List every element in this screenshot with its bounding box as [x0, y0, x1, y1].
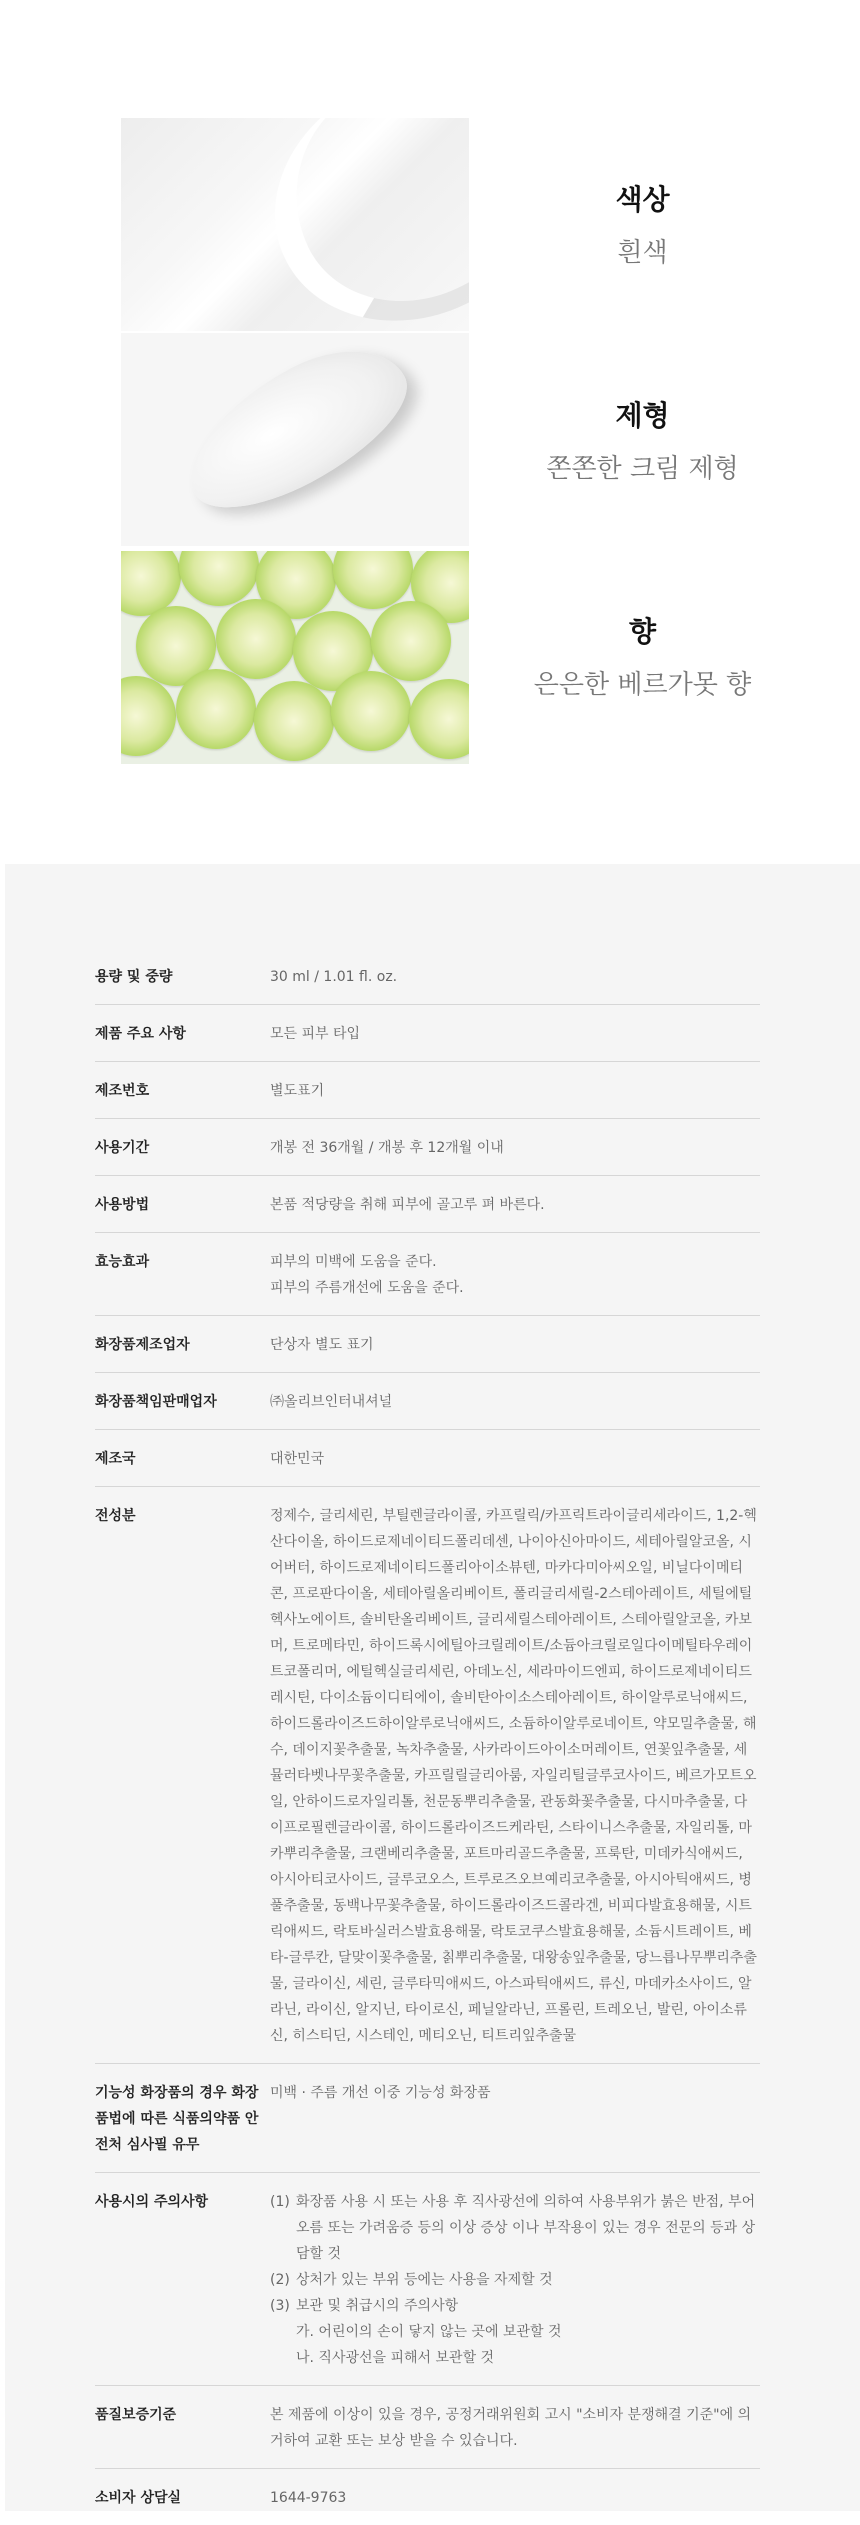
info-label: 제조국: [95, 1451, 136, 1467]
caution-item-number: (2): [270, 2272, 290, 2288]
contact-phone: 1644-9763: [270, 2490, 347, 2506]
info-value: ㈜올리브인터내셔널: [270, 1394, 393, 1410]
info-row-period: [95, 1119, 760, 1176]
info-label: 품질보증기준: [95, 2407, 177, 2423]
color-value: 흰색: [617, 238, 668, 268]
texture-value: 쫀쫀한 크림 제형: [546, 454, 739, 484]
features-section: [0, 0, 860, 864]
info-label: 사용기간: [95, 1140, 150, 1156]
scent-value: 은은한 베르가못 향: [533, 670, 752, 700]
bergamot-slices-image: [121, 551, 469, 764]
caution-item-number: (3): [270, 2298, 290, 2314]
product-info-table: [95, 964, 760, 2525]
info-row-ingredients: [95, 1487, 760, 2064]
info-row-seller: [95, 1373, 760, 1430]
info-label: 제품 주요 사항: [95, 1026, 186, 1042]
caution-sub-item: 가. 어린이의 손이 닿지 않는 곳에 보관할 것: [296, 2324, 562, 2340]
caution-item: [270, 2267, 760, 2293]
info-row-skin-type: [95, 1005, 760, 1062]
info-row-functional: [95, 2064, 760, 2173]
info-label: 사용방법: [95, 1197, 150, 1213]
caution-item: [270, 2189, 760, 2267]
info-value: 대한민국: [270, 1451, 325, 1467]
info-value: 개봉 전 36개월 / 개봉 후 12개월 이내: [270, 1140, 504, 1156]
info-label: 화장품제조업자: [95, 1337, 190, 1353]
info-row-lot: [95, 1062, 760, 1119]
info-label: 화장품책임판매업자: [95, 1394, 217, 1410]
texture-feature: [520, 394, 765, 485]
info-label: 효능효과: [95, 1254, 150, 1270]
ingredients-value: 정제수, 글리세린, 부틸렌글라이콜, 카프릴릭/카프릭트라이글리세라이드, 1,2-헥산다이올, 하이드로제네이티드폴리데센, 나이아신아마이드, 세테아릴알코올, 시어버터, 하이드로제네이티드폴리아이소뷰텐, 마카다미아씨오일, 비닐다이메티콘, 프로판다이올, 세테아릴올리베이트, 폴리글리세릴-2스테아레이트, 세틸에틸헥사노에이트, 솔비탄올리베이트, 글리세릴스테아레이트, 스테아릴알코올, 카보머, 트로메타민, 하이드록시에틸아크릴레이트/소듐아크릴로일다이메틸타우레이트코폴리머, 에틸헥실글리세린, 아데노신, 세라마이드엔피, 하이드로제네이티드레시틴, 다이소듐이디티에이, 솔비탄아이소스테아레이트, 하이알루로닉애씨드, 하이드롤라이즈드하이알루로닉애씨드, 소듐하이알루로네이트, 약모밀추출물, 해수, 데이지꽃추출물, 녹차추출물, 사카라이드아이소머레이트, 연꽃잎추출물, 세뮬러타벳나무꽃추출물, 카프릴릴글리아룸, 자일리틸글루코사이드, 베르가모트오일, 안하이드로자일리톨, 천문동뿌리추출물, 관동화꽃추출물, 다시마추출물, 다이프로필렌글라이콜, 하이드롤라이즈드케라틴, 스타이니스추출물, 자일리톨, 마카뿌리추출물, 크랜베리추출물, 포트마리골드추출물, 프룩탄, 미데카식애씨드, 아시아티코사이드, 글루코오스, 트루로즈오브예리코추출물, 아시아틱애씨드, 병풀추출물, 동백나무꽃추출물, 하이드롤라이즈드콜라겐, 비피다발효용해물, 시트릭애씨드, 락토바실러스발효용해물, 락토코쿠스발효용해물, 소듐시트레이트, 베타-글루칸, 달맞이꽃추출물, 칡뿌리추출물, 대왕송잎추출물, 당느릅나무뿌리추출물, 글라이신, 세린, 글루타믹애씨드, 아스파틱애씨드, 류신, 마데카소사이드, 알라닌, 라이신, 알지닌, 타이로신, 페닐알라닌, 프롤린, 트레오닌, 발린, 아이소류신, 히스티딘, 시스테인, 메티오닌, 티트리잎추출물: [270, 1508, 757, 2044]
info-value: 본품 적당량을 취해 피부에 골고루 펴 바른다.: [270, 1197, 545, 1213]
info-value: 모든 피부 타입: [270, 1026, 361, 1042]
info-value: 미백 · 주름 개선 이중 기능성 화장품: [270, 2085, 491, 2101]
info-label: 제조번호: [95, 1083, 150, 1099]
texture-title: 제형: [615, 399, 670, 432]
info-value: 별도표기: [270, 1083, 325, 1099]
caution-item-number: (1): [270, 2194, 290, 2210]
info-row-volume: [95, 964, 760, 1005]
effect-line-1: 피부의 미백에 도움을 준다.: [270, 1254, 437, 1270]
cream-texture-image: [121, 118, 469, 331]
info-label: 기능성 화장품의 경우 화장품법에 따른 식품의약품 안전처 심사필 유무: [95, 2085, 259, 2153]
caution-item-text: 화장품 사용 시 또는 사용 후 직사광선에 의하여 사용부위가 붉은 반점, 부어오름 또는 가려움증 등의 이상 증상 이나 부작용이 있는 경우 전문의 등과 상담할 것: [296, 2194, 756, 2262]
info-row-contact: [95, 2469, 760, 2525]
info-label: 전성분: [95, 1508, 136, 1524]
info-value: 단상자 별도 표기: [270, 1337, 374, 1353]
caution-item-text: 상처가 있는 부위 등에는 사용을 자제할 것: [296, 2272, 553, 2288]
cream-swatch-image: [121, 333, 469, 546]
caution-item-text: 보관 및 취급시의 주의사항: [296, 2298, 459, 2314]
info-row-usage: [95, 1176, 760, 1233]
info-value: [270, 1249, 760, 1301]
info-row-effect: [95, 1233, 760, 1316]
caution-list: [270, 2189, 760, 2371]
color-title: 색상: [615, 183, 670, 216]
info-row-caution: [95, 2173, 760, 2386]
scent-feature: [520, 610, 765, 701]
info-row-country: [95, 1430, 760, 1487]
effect-line-2: 피부의 주름개선에 도움을 준다.: [270, 1280, 464, 1296]
info-row-quality: [95, 2386, 760, 2469]
product-info-section: [5, 864, 860, 2511]
info-value: 본 제품에 이상이 있을 경우, 공정거래위원회 고시 "소비자 분쟁해결 기준"에 의거하여 교환 또는 보상 받을 수 있습니다.: [270, 2407, 752, 2449]
caution-sub-item: 나. 직사광선을 피해서 보관할 것: [296, 2350, 495, 2366]
info-value: 30 ml / 1.01 fl. oz.: [270, 969, 398, 985]
info-row-manufacturer: [95, 1316, 760, 1373]
color-feature: [520, 178, 765, 269]
info-label: 사용시의 주의사항: [95, 2194, 209, 2210]
info-label: 용량 및 중량: [95, 969, 173, 985]
info-label: 소비자 상담실: [95, 2490, 182, 2506]
scent-title: 향: [628, 615, 657, 648]
caution-item: [270, 2293, 760, 2319]
